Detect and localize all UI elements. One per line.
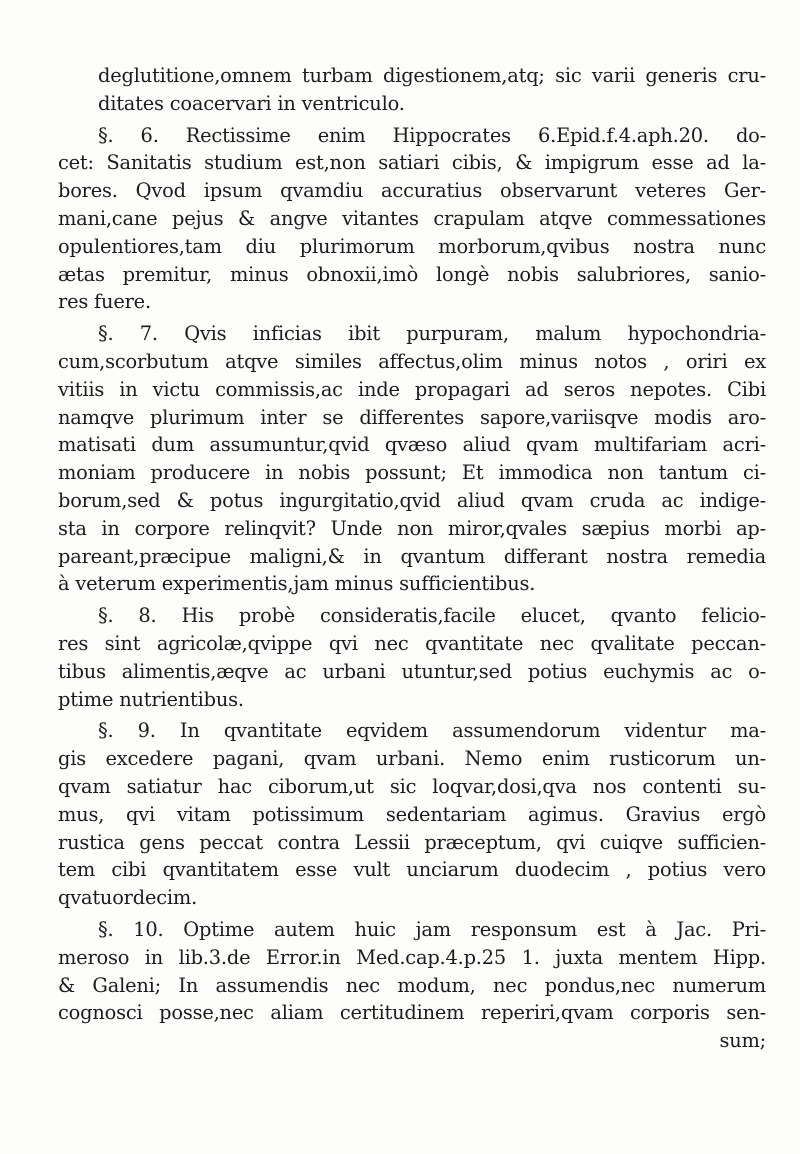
text-line: res sint agricolæ,qvippe qvi nec qvantitate nec qvalitate peccan- bbox=[58, 631, 766, 655]
text-line: ætas premitur, minus obnoxii,imò longè nobis salubriores, sanio- bbox=[58, 262, 766, 286]
catchword: sum; bbox=[719, 1029, 766, 1053]
text-line: matisati dum assumuntur,qvid qvæso aliud qvam multifariam acri- bbox=[58, 433, 766, 457]
paragraph-6-start: §. 6. Rectissime enim Hippocrates 6.Epid.f.4.aph.20. do- bbox=[98, 123, 766, 147]
paragraph-10-start: §. 10. Optime autem huic jam responsum est à Jac. Pri- bbox=[98, 917, 766, 941]
text-line: cum,scorbutum atqve similes affectus,olim minus notos , oriri ex bbox=[58, 349, 766, 373]
text-line: res fuere. bbox=[58, 290, 151, 314]
text-line: ptime nutrientibus. bbox=[58, 687, 244, 711]
body-text bbox=[58, 62, 766, 1055]
text-line: cognosci posse,nec aliam certitudinem reperiri,qvam corporis sen- bbox=[58, 1001, 766, 1025]
text-line: à veterum experimentis,jam minus sufficientibus. bbox=[58, 572, 536, 596]
text-line: qvam satiatur hac ciborum,ut sic loqvar,dosi,qva nos contenti su- bbox=[58, 774, 766, 798]
text-line: rustica gens peccat contra Lessii præceptum, qvi cuiqve sufficien- bbox=[58, 830, 766, 854]
paragraph-9-start: §. 9. In qvantitate eqvidem assumendorum videntur ma- bbox=[98, 719, 766, 743]
text-line: bores. Qvod ipsum qvamdiu accuratius observarunt veteres Ger- bbox=[58, 179, 766, 203]
paragraph-8-start: §. 8. His probè consideratis,facile elucet, qvanto felicio- bbox=[98, 604, 766, 628]
text-line: namqve plurimum inter se differentes sapore,variisqve modis aro- bbox=[58, 405, 766, 429]
text-line: borum,sed & potus ingurgitatio,qvid aliud qvam cruda ac indige- bbox=[58, 488, 766, 512]
text-line: opulentiores,tam diu plurimorum morborum,qvibus nostra nunc bbox=[58, 234, 766, 258]
text-line: & Galeni; In assumendis nec modum, nec pondus,nec numerum bbox=[58, 973, 766, 997]
text-line: moniam producere in nobis possunt; Et immodica non tantum ci- bbox=[58, 461, 766, 485]
paragraph-7-start: §. 7. Qvis inficias ibit purpuram, malum hypochondria- bbox=[98, 322, 766, 346]
text-line: vitiis in victu commissis,ac inde propagari ad seros nepotes. Cibi bbox=[58, 377, 766, 401]
text-line: sta in corpore relinqvit? Unde non miror,qvales sæpius morbi ap- bbox=[58, 516, 766, 540]
text-line: mani,cane pejus & angve vitantes crapulam atqve commessationes bbox=[58, 206, 766, 230]
text-line: meroso in lib.3.de Error.in Med.cap.4.p.25 1. juxta mentem Hipp. bbox=[58, 945, 766, 969]
text-line: cet: Sanitatis studium est,non satiari cibis, & impigrum esse ad la- bbox=[58, 151, 766, 175]
text-line: gis excedere pagani, qvam urbani. Nemo enim rusticorum un- bbox=[58, 747, 766, 771]
text-line: ditates coacervari in ventriculo. bbox=[98, 91, 405, 115]
text-line: tem cibi qvantitatem esse vult unciarum duodecim , potius vero bbox=[58, 858, 766, 882]
text-line: qvatuordecim. bbox=[58, 886, 198, 910]
text-line: mus, qvi vitam potissimum sedentariam agimus. Gravius ergò bbox=[58, 802, 766, 826]
text-line: pareant,præcipue maligni,& in qvantum differant nostra remedia bbox=[58, 544, 766, 568]
text-line: deglutitione,omnem turbam digestionem,atq; sic varii generis cru- bbox=[98, 64, 766, 87]
text-line: tibus alimentis,æqve ac urbani utuntur,sed potius euchymis ac o- bbox=[58, 659, 766, 683]
